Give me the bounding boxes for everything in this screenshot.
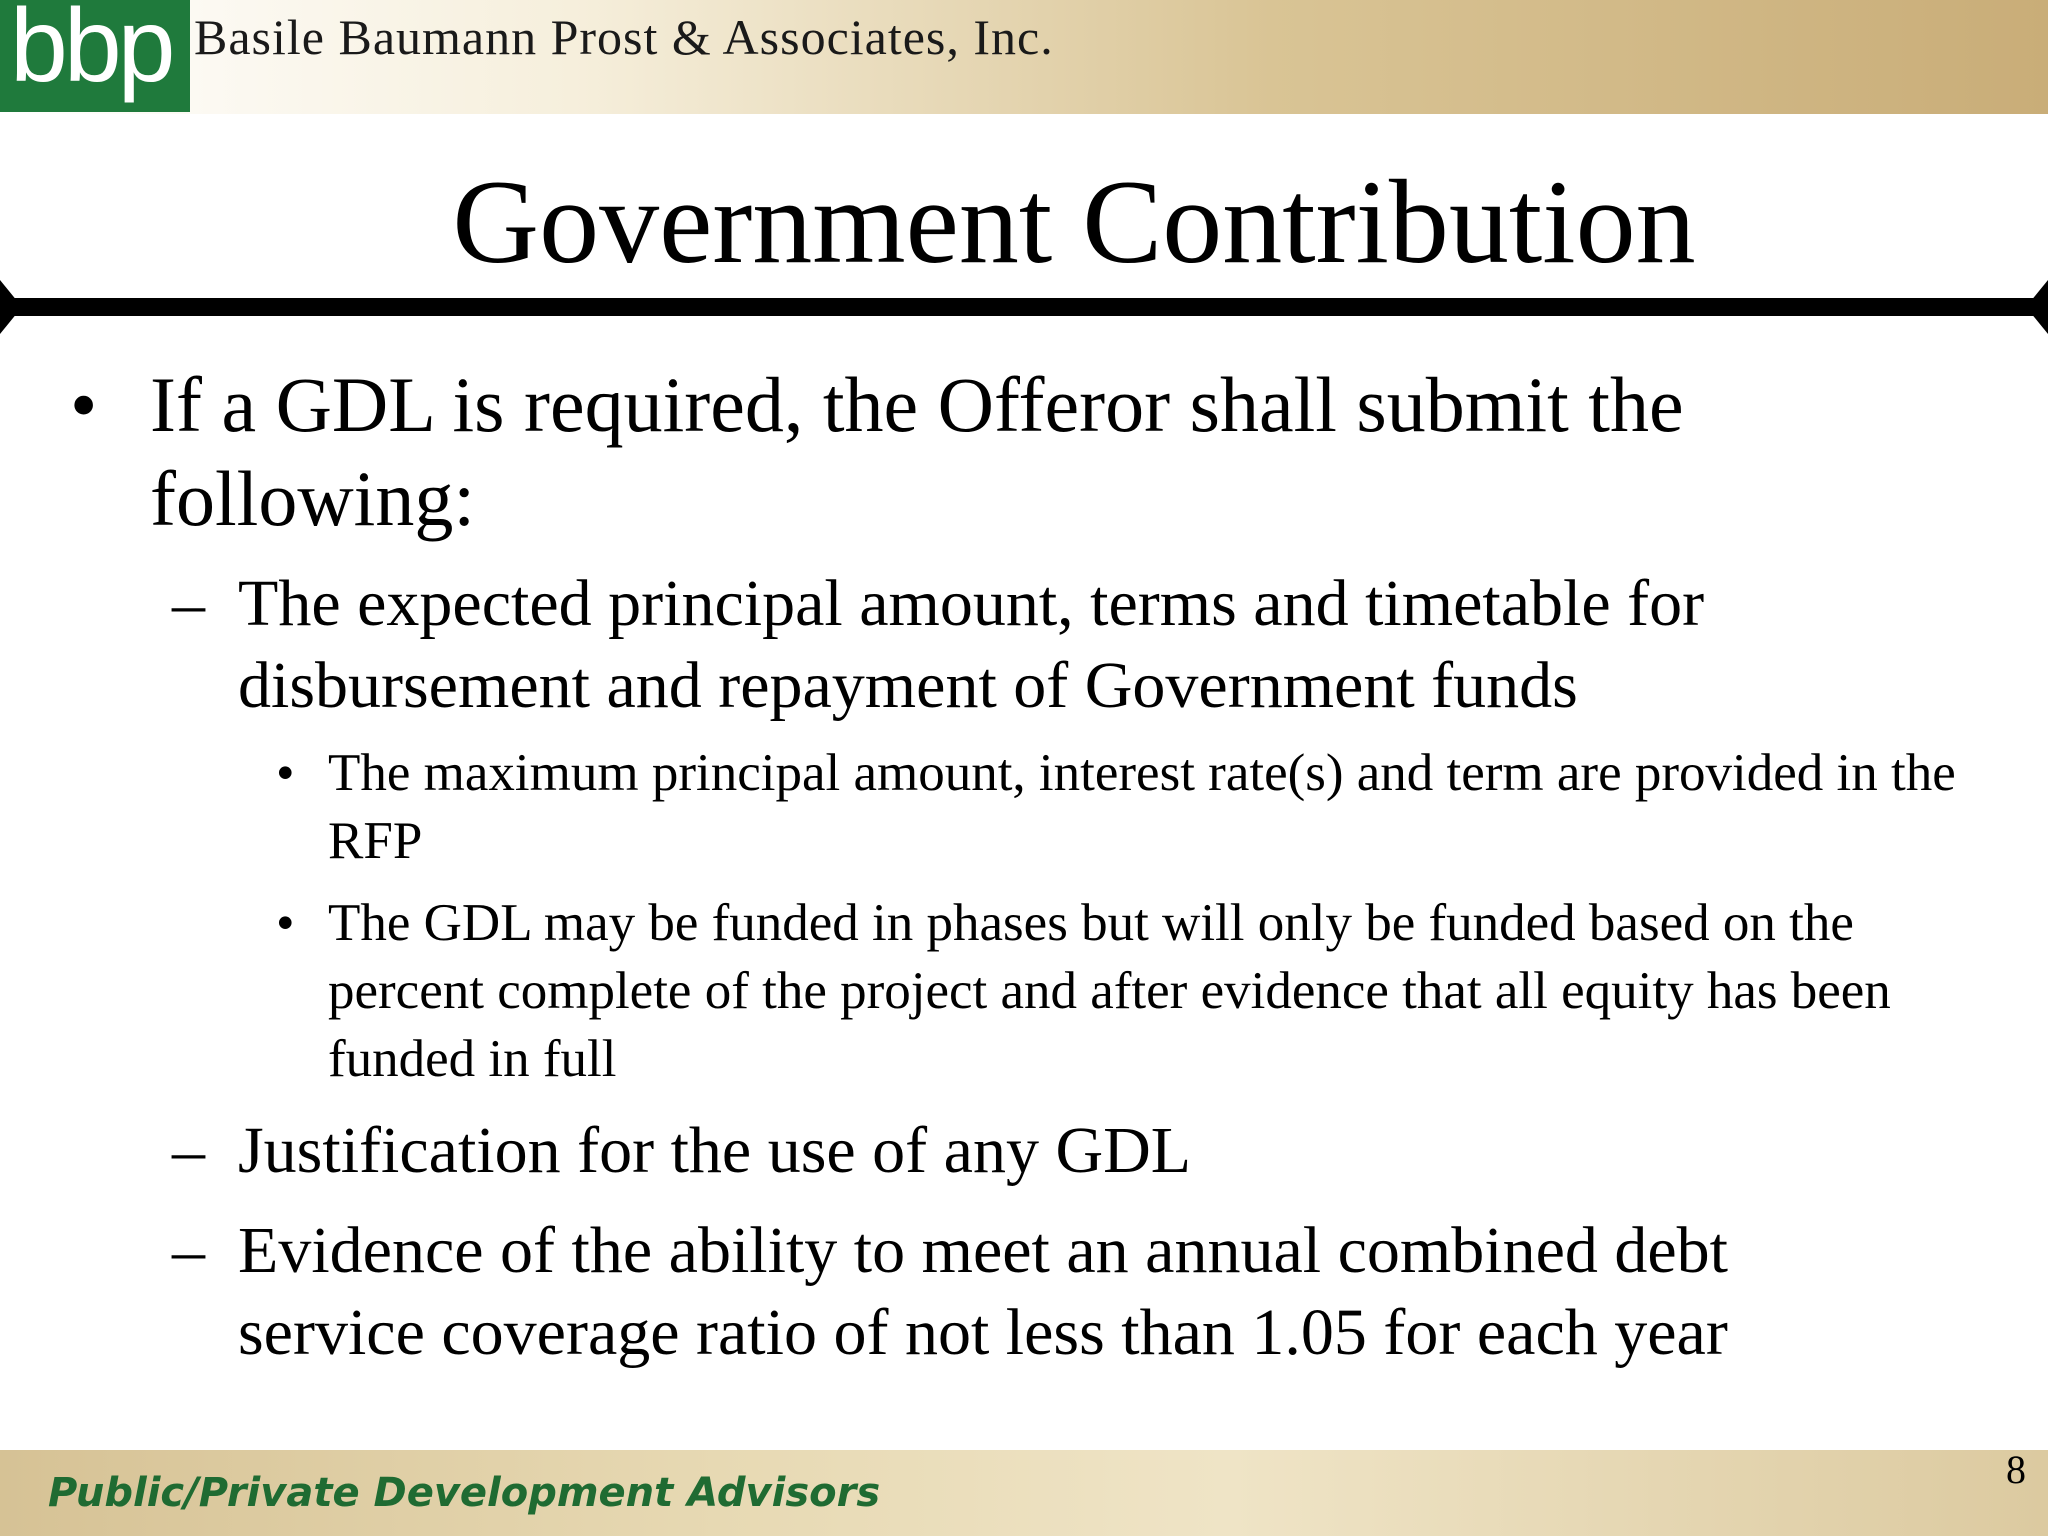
dash-marker: – [172, 1214, 205, 1287]
logo-text: bbp [10, 0, 172, 104]
slide-title: Government Contribution [452, 155, 1696, 288]
bullet-level3: The GDL may be funded in phases but will only be funded based on the percent complete of the project and after evidence that all equity has been funded in full [328, 894, 1891, 1088]
page-number: 8 [2006, 1447, 2026, 1492]
bullet-marker: • [276, 894, 295, 952]
footer-tagline: Public/Private Development Advisors [48, 1470, 881, 1516]
bullet-level3: The maximum principal amount, interest rate(s) and term are provided in the RFP [328, 744, 1956, 870]
company-name: Basile Baumann Prost & Associates, Inc. [194, 9, 1054, 65]
bullet-level2: Evidence of the ability to meet an annual combined debt service coverage ratio of not less than 1.05 for each year [238, 1214, 1728, 1369]
dash-marker: – [172, 567, 205, 640]
bullet-marker: • [70, 361, 98, 448]
bullet-level1: If a GDL is required, the Offeror shall submit the following: [150, 361, 1684, 542]
bullet-marker: • [276, 744, 295, 802]
bullet-level2: Justification for the use of any GDL [238, 1114, 1192, 1187]
dash-marker: – [172, 1114, 205, 1187]
bullet-level2: The expected principal amount, terms and timetable for disbursement and repayment of Government funds [238, 567, 1705, 722]
